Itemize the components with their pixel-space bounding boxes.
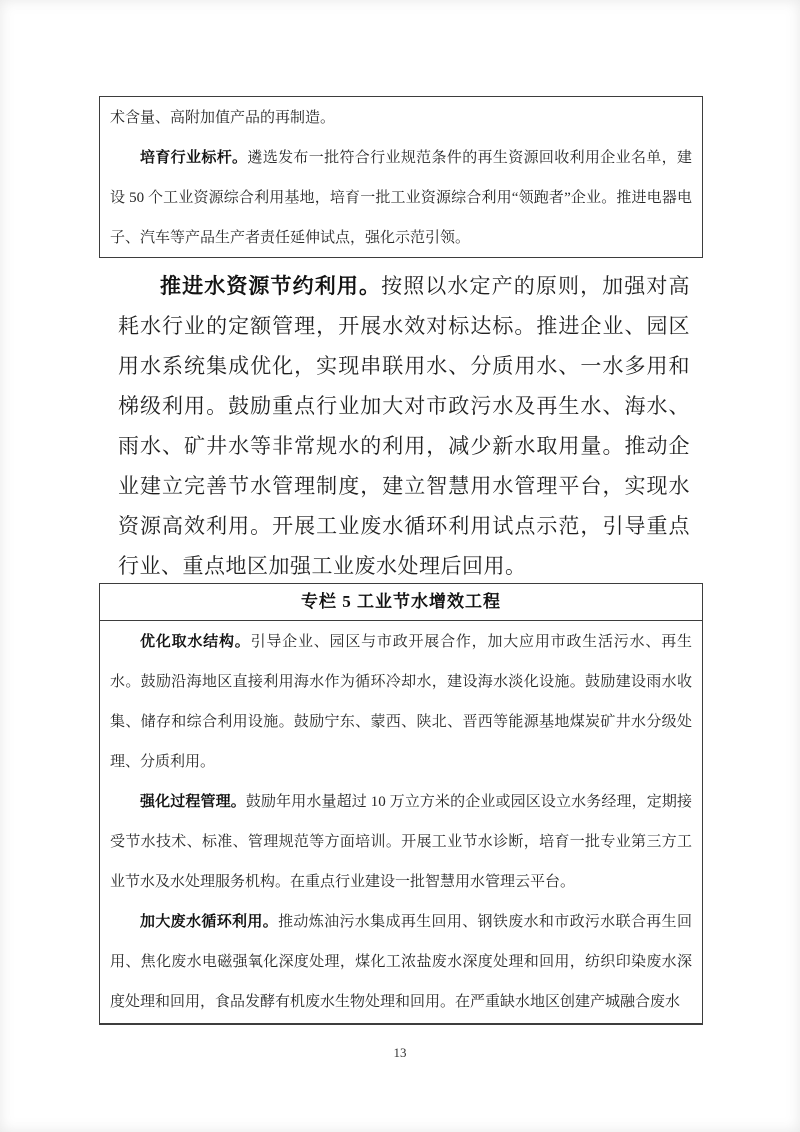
- paragraph-body: 鼓励年用水量超过 10 万立方米的企业或园区设立水务经理，定期接受节水技术、标准、管理规范等方面培训。开展工业节水诊断，培育一批专业第三方工业节水及水处理服务机构。在重点行业建设一批智慧用水管理云平台。: [110, 794, 692, 890]
- column5-paragraph: [110, 782, 692, 902]
- paragraph-lead-process-management: 强化过程管理。: [140, 794, 246, 810]
- paragraph-lead-cultivate-benchmarks: 培育行业标杆。: [140, 150, 248, 166]
- paragraph-lead-optimize-intake: 优化取水结构。: [140, 634, 251, 650]
- paragraph-body: 推动炼油污水集成再生回用、钢铁废水和市政污水联合再生回用、焦化废水电磁强氧化深度处理，煤化工浓盐废水深度处理和回用，纺织印染废水深度处理和回用，食品发酵有机废水生物处理和回用。在严重缺水地区创建产城融合废水: [110, 914, 692, 1010]
- paragraph-body: 引导企业、园区与市政开展合作，加大应用市政生活污水、再生水。鼓励沿海地区直接利用海水作为循环冷却水，建设海水淡化设施。鼓励建设雨水收集、储存和综合利用设施。鼓励宁东、蒙西、陕北、晋西等能源基地煤炭矿井水分级处理、分质利用。: [110, 634, 692, 770]
- top-box-paragraph: [110, 138, 692, 258]
- page-number: 13: [393, 1045, 407, 1060]
- paragraph-body: 按照以水定产的原则，加强对高耗水行业的定额管理，开展水效对标达标。推进企业、园区用水系统集成优化，实现串联用水、分质用水、一水多用和梯级利用。鼓励重点行业加大对市政污水及再生水、海水、雨水、矿井水等非常规水的利用，减少新水取用量。推动企业建立完善节水管理制度，建立智慧用水管理平台，实现水资源高效利用。开展工业废水循环利用试点示范，引导重点行业、重点地区加强工业废水处理后回用。: [118, 274, 691, 578]
- callout-box-top: [99, 96, 703, 258]
- paragraph-lead-water-conservation: 推进水资源节约利用。: [160, 274, 382, 298]
- water-conservation-paragraph: [118, 266, 690, 586]
- column5-header: 专栏 5 工业节水增效工程: [100, 584, 702, 621]
- column5-body: [100, 621, 702, 1022]
- column5-paragraph: [110, 902, 692, 1022]
- paragraph-body: 遴选发布一批符合行业规范条件的再生资源回收利用企业名单，建设 50 个工业资源综合利用基地，培育一批工业资源综合利用“领跑者”企业。推进电器电子、汽车等产品生产者责任延伸试点，强化示范引领。: [110, 150, 692, 246]
- continuation-line: 术含量、高附加值产品的再制造。: [110, 110, 336, 126]
- paragraph-lead-wastewater-recycling: 加大废水循环利用。: [140, 914, 279, 930]
- column5-paragraph: [110, 622, 692, 782]
- callout-box-column5: [99, 583, 703, 1025]
